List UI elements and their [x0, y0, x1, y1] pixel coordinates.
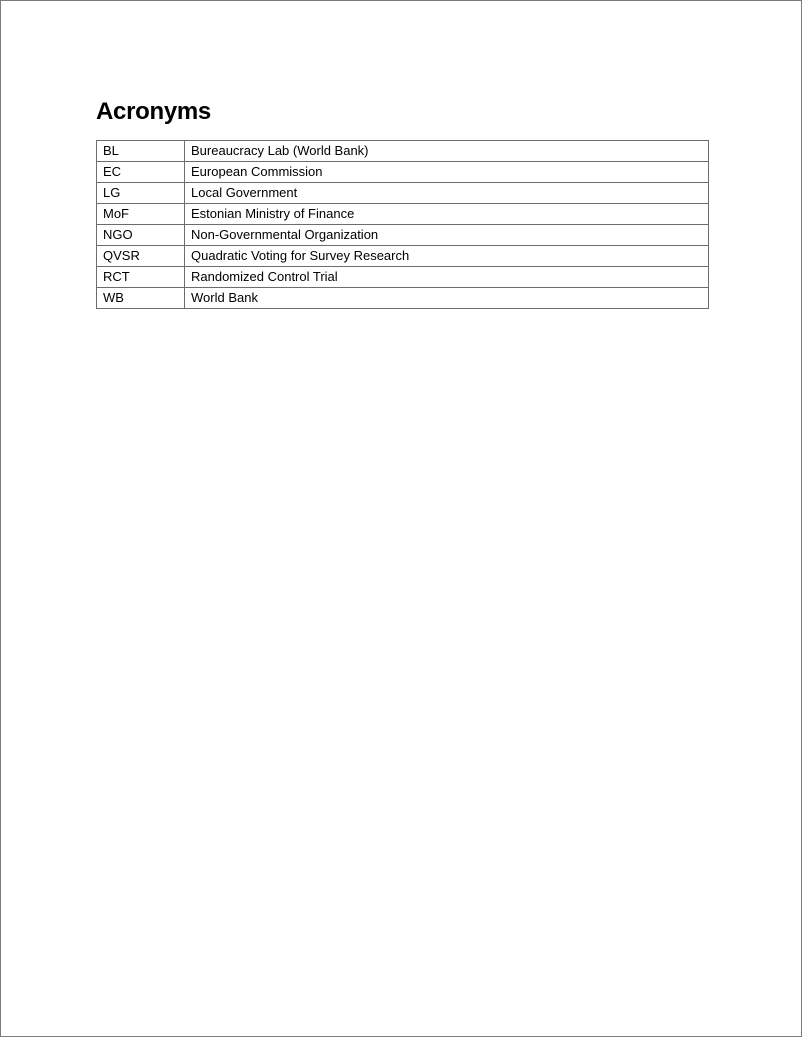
definition-cell: World Bank — [185, 288, 709, 309]
acronym-cell: BL — [97, 141, 185, 162]
definition-cell: Estonian Ministry of Finance — [185, 204, 709, 225]
page-title: Acronyms — [96, 98, 211, 125]
table-row — [97, 246, 709, 267]
acronym-cell: QVSR — [97, 246, 185, 267]
definition-cell: European Commission — [185, 162, 709, 183]
acronym-cell: MoF — [97, 204, 185, 225]
table-row — [97, 183, 709, 204]
table-row — [97, 204, 709, 225]
acronym-cell: RCT — [97, 267, 185, 288]
definition-cell: Local Government — [185, 183, 709, 204]
table-row — [97, 267, 709, 288]
definition-cell: Quadratic Voting for Survey Research — [185, 246, 709, 267]
table-row — [97, 162, 709, 183]
acronyms-table — [96, 140, 709, 309]
acronym-cell: WB — [97, 288, 185, 309]
table-row — [97, 141, 709, 162]
acronym-cell: NGO — [97, 225, 185, 246]
acronym-cell: LG — [97, 183, 185, 204]
table-row — [97, 288, 709, 309]
table-row — [97, 225, 709, 246]
acronym-cell: EC — [97, 162, 185, 183]
definition-cell: Bureaucracy Lab (World Bank) — [185, 141, 709, 162]
definition-cell: Non-Governmental Organization — [185, 225, 709, 246]
definition-cell: Randomized Control Trial — [185, 267, 709, 288]
